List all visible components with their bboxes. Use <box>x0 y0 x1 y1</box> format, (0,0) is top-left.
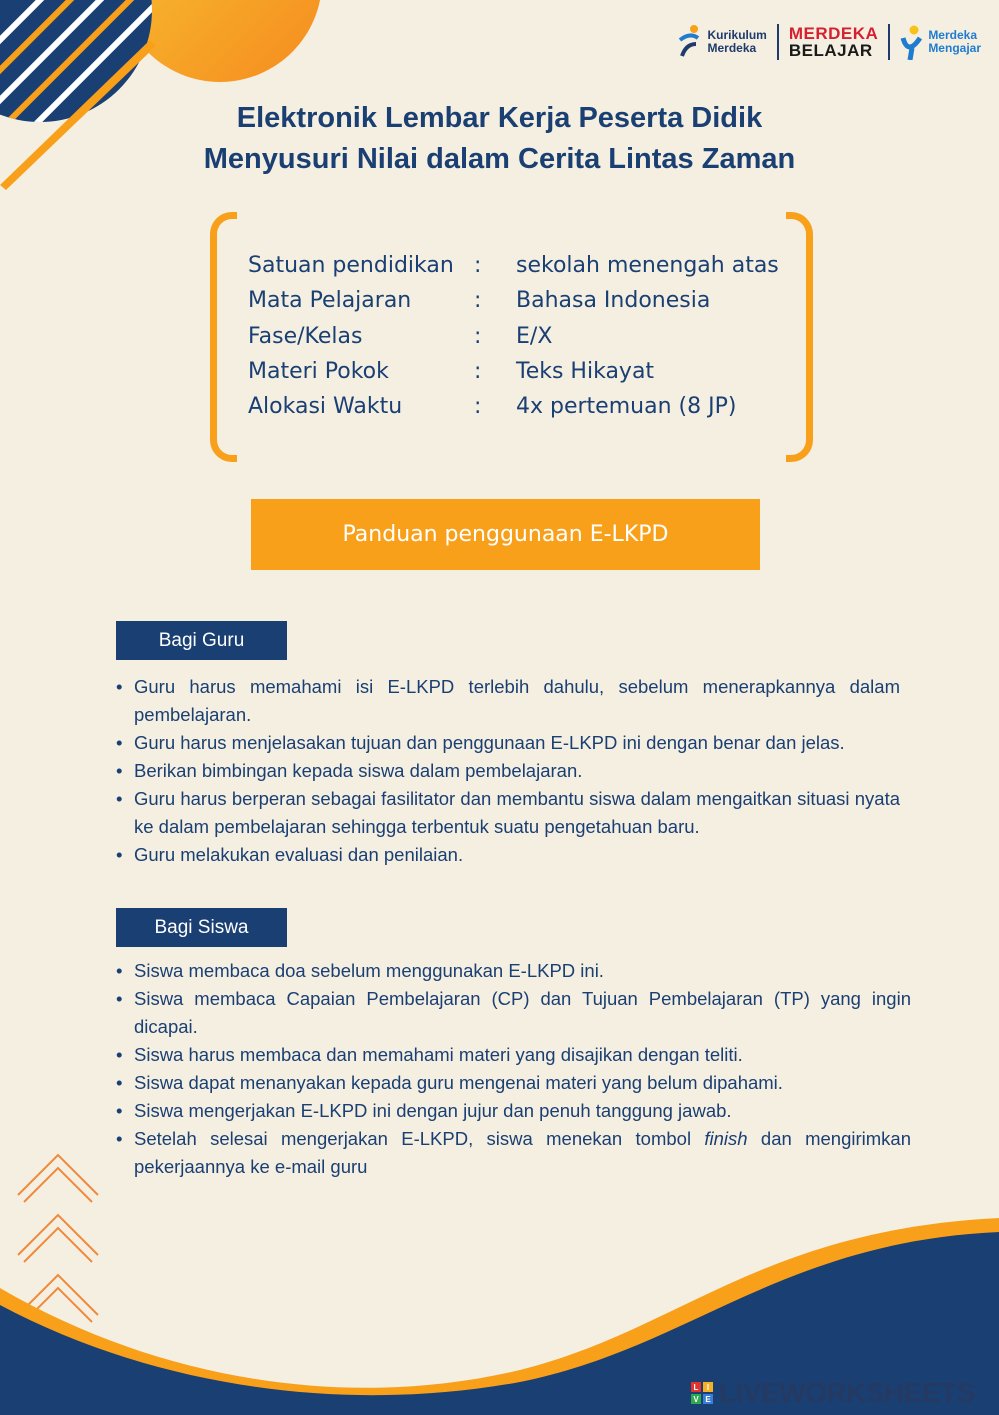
guide-banner: Panduan penggunaan E-LKPD <box>251 499 760 570</box>
kurikulum-merdeka-logo <box>676 24 767 60</box>
identity-table <box>248 248 779 424</box>
guru-instructions-list <box>112 673 900 869</box>
item-text: Setelah selesai mengerjakan E-LKPD, siswa menekan tombol <box>134 1128 705 1149</box>
merdeka-mengajar-text: Merdeka Mengajar <box>928 28 981 55</box>
grid-letter: V <box>691 1394 701 1404</box>
partner-logos <box>676 24 981 60</box>
info-row <box>248 354 779 389</box>
merdeka-belajar-line1: MERDEKA <box>788 24 879 43</box>
left-bracket <box>210 212 237 462</box>
merdeka-belajar-line2: BELAJAR <box>788 41 873 60</box>
info-value: Bahasa Indonesia <box>516 288 711 314</box>
logo-divider <box>777 24 779 60</box>
liveworksheets-logo <box>691 1377 975 1409</box>
runner-icon <box>676 24 702 60</box>
item-text: dan mengirimkan pekerjaannya ke e-mail guru <box>134 1128 911 1177</box>
live-grid-icon <box>691 1382 713 1404</box>
info-value: E/X <box>516 323 553 349</box>
info-separator: : <box>474 359 482 385</box>
list-item: • Siswa harus membaca dan memahami materi yang disajikan dengan teliti. <box>134 1041 911 1069</box>
kurikulum-merdeka-text: Kurikulum Merdeka <box>707 28 767 55</box>
liveworksheets-text: LIVEWORKSHEETS <box>719 1377 975 1408</box>
finish-keyword: finish <box>704 1128 748 1149</box>
list-item: • Guru melakukan evaluasi dan penilaian. <box>134 841 900 869</box>
teacher-icon <box>900 24 924 60</box>
grid-letter: L <box>691 1382 701 1392</box>
info-row <box>248 248 779 283</box>
merdeka-belajar-logo <box>789 25 878 59</box>
grid-letter: I <box>703 1382 713 1392</box>
info-separator: : <box>474 288 482 314</box>
guru-section-tag: Bagi Guru <box>116 621 287 660</box>
info-row <box>248 283 779 318</box>
info-label: Mata Pelajaran <box>248 288 412 314</box>
info-separator: : <box>474 323 482 349</box>
merdeka-mengajar-logo <box>900 24 981 60</box>
right-bracket <box>786 212 813 462</box>
info-label: Fase/Kelas <box>248 323 363 349</box>
info-value: 4x pertemuan (8 JP) <box>516 394 737 420</box>
info-separator: : <box>474 253 482 279</box>
info-label: Alokasi Waktu <box>248 394 403 420</box>
info-label: Materi Pokok <box>248 359 389 385</box>
grid-letter: E <box>703 1394 713 1404</box>
siswa-instructions-list <box>112 957 911 1181</box>
list-item: • Guru harus menjelasakan tujuan dan penggunaan E-LKPD ini dengan benar dan jelas. <box>134 729 900 757</box>
info-value: Teks Hikayat <box>516 359 655 385</box>
list-item: • Siswa membaca Capaian Pembelajaran (CP) dan Tujuan Pembelajaran (TP) yang ingin dicapai. <box>134 985 911 1041</box>
title-line-2: Menyusuri Nilai dalam Cerita Lintas Zaman <box>203 143 796 175</box>
page-title <box>0 98 999 180</box>
info-label: Satuan pendidikan <box>248 253 454 279</box>
info-value: sekolah menengah atas <box>516 253 779 279</box>
list-item: • Guru harus berperan sebagai fasilitator dan membantu siswa dalam mengaitkan situasi nyata ke dalam pembelajaran sehingga terbentuk suatu pengetahuan baru. <box>134 785 900 841</box>
logo-divider <box>888 24 890 60</box>
info-row <box>248 319 779 354</box>
list-item: • Siswa membaca doa sebelum menggunakan E-LKPD ini. <box>134 957 911 985</box>
info-separator: : <box>474 394 482 420</box>
info-row <box>248 389 779 424</box>
list-item: • Siswa mengerjakan E-LKPD ini dengan jujur dan penuh tanggung jawab. <box>134 1097 911 1125</box>
siswa-section-tag: Bagi Siswa <box>116 908 287 947</box>
list-item: • Guru harus memahami isi E-LKPD terlebih dahulu, sebelum menerapkannya dalam pembelajaran. <box>134 673 900 729</box>
title-line-1: Elektronik Lembar Kerja Peserta Didik <box>236 102 763 134</box>
list-item: • Siswa dapat menanyakan kepada guru mengenai materi yang belum dipahami. <box>134 1069 911 1097</box>
list-item: • Berikan bimbingan kepada siswa dalam pembelajaran. <box>134 757 900 785</box>
